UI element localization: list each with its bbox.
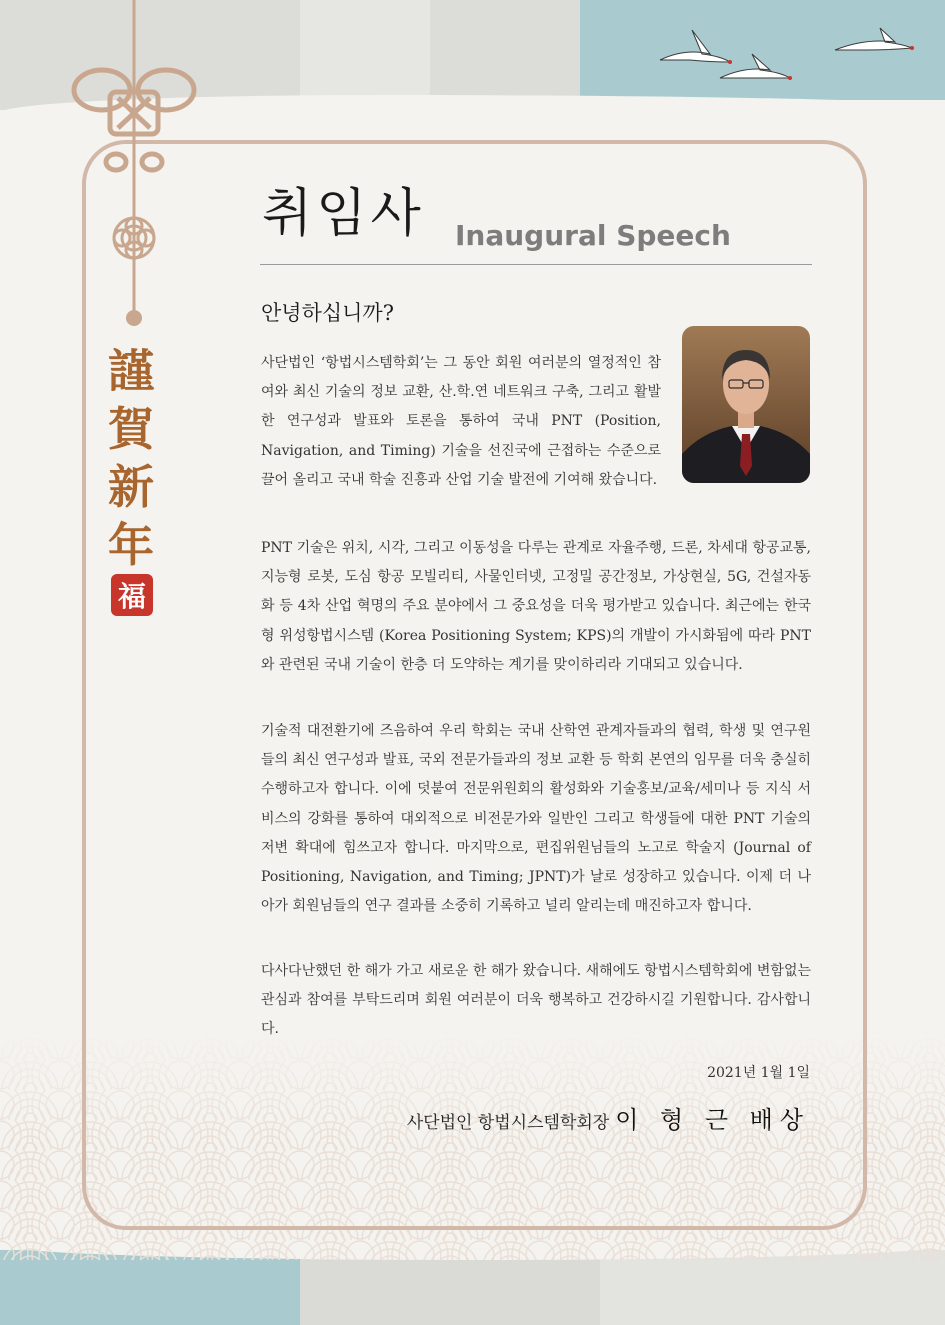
page-subtitle: Inaugural Speech — [455, 219, 731, 252]
page-title: 취임사 — [262, 184, 425, 244]
vertical-char: 賀 — [108, 402, 154, 456]
speech-date: 2021년 1월 1일 — [707, 1065, 810, 1081]
vertical-char: 新 — [108, 460, 154, 514]
fortune-seal: 福 — [111, 574, 153, 616]
speech-paragraph: PNT 기술은 위치, 시각, 그리고 이동성을 다루는 관계로 자율주행, 드론, 차세대 항공교통, 지능형 로봇, 도심 항공 모빌리티, 사물인터넷, 고정밀 공간정보, 가상현실, 5G, 건설자동화 등 4차 산업 혁명의 주요 분야에서 그 중요성을 더욱 평가받고 있습니다. 최근에는 한국형 위성항법시스템 (Korea Positioning System; KPS)의 개발이 가시화됨에 따라 PNT와 관련된 국내 기술이 한층 더 도약하는 계기를 맞이하리라 기대되고 있습니다. — [261, 540, 811, 673]
signature — [407, 1100, 810, 1135]
title-divider — [260, 264, 812, 265]
signature-name: 이 형 근 배상 — [615, 1106, 810, 1134]
vertical-char: 年 — [108, 518, 154, 572]
knot-ornament-icon — [62, 0, 207, 335]
signature-organization: 사단법인 항법시스템학회장 — [406, 1113, 610, 1133]
bg-bottom-gray — [300, 1250, 600, 1325]
bg-top-gray-light — [300, 0, 430, 110]
bg-bottom-gray-2 — [600, 1250, 945, 1325]
vertical-char: 謹 — [108, 344, 154, 398]
speech-paragraph: 다사다난했던 한 해가 가고 새로운 한 해가 왔습니다. 새해에도 항법시스템학회에 변함없는 관심과 참여를 부탁드리며 회원 여러분이 더욱 행복하고 건강하시길 기원합니다. 감사합니다. — [261, 963, 811, 1038]
new-year-vertical-text — [105, 342, 157, 574]
bg-bottom-teal — [0, 1250, 300, 1325]
speech-paragraph: 기술적 대전환기에 즈음하여 우리 학회는 국내 산학연 관계자들과의 협력, 학생 및 연구원들의 최신 연구성과 발표, 국외 전문가들과의 정보 교환 등 학회 본연의 임무를 더욱 충실히 수행하고자 합니다. 이에 덧붙여 전문위원회의 활성화와 기술홍보/교육/세미나 등 지식 서비스의 강화를 통하여 대외적으로 비전문가와 일반인 그리고 학생들에 대한 PNT 기술의 저변 확대에 힘쓰고자 합니다. 마지막으로, 편집위원님들의 노고로 학술지 (Journal of Positioning, Navigation, and Timing; JPNT)가 날로 성장하고 있습니다. 이제 더 나아가 회원님들의 연구 결과를 소중히 기록하고 널리 알리는데 매진하고자 합니다. — [261, 723, 811, 915]
president-portrait — [682, 326, 810, 483]
speech-paragraph: 사단법인 ‘항법시스템학회’는 그 동안 회원 여러분의 열정적인 참여와 최신 기술의 정보 교환, 산.학.연 네트워크 구축, 그리고 활발한 연구성과 발표와 토론을 통하여 국내 PNT (Position, Navigation, and Timing) 기술을 선진국에 근접하는 수준으로 끌어 올리고 국내 학술 진흥과 산업 기술 발전에 기여해 왔습니다. — [261, 355, 661, 488]
greeting: 안녕하십니까? — [261, 301, 394, 325]
cranes-illustration — [640, 20, 920, 90]
